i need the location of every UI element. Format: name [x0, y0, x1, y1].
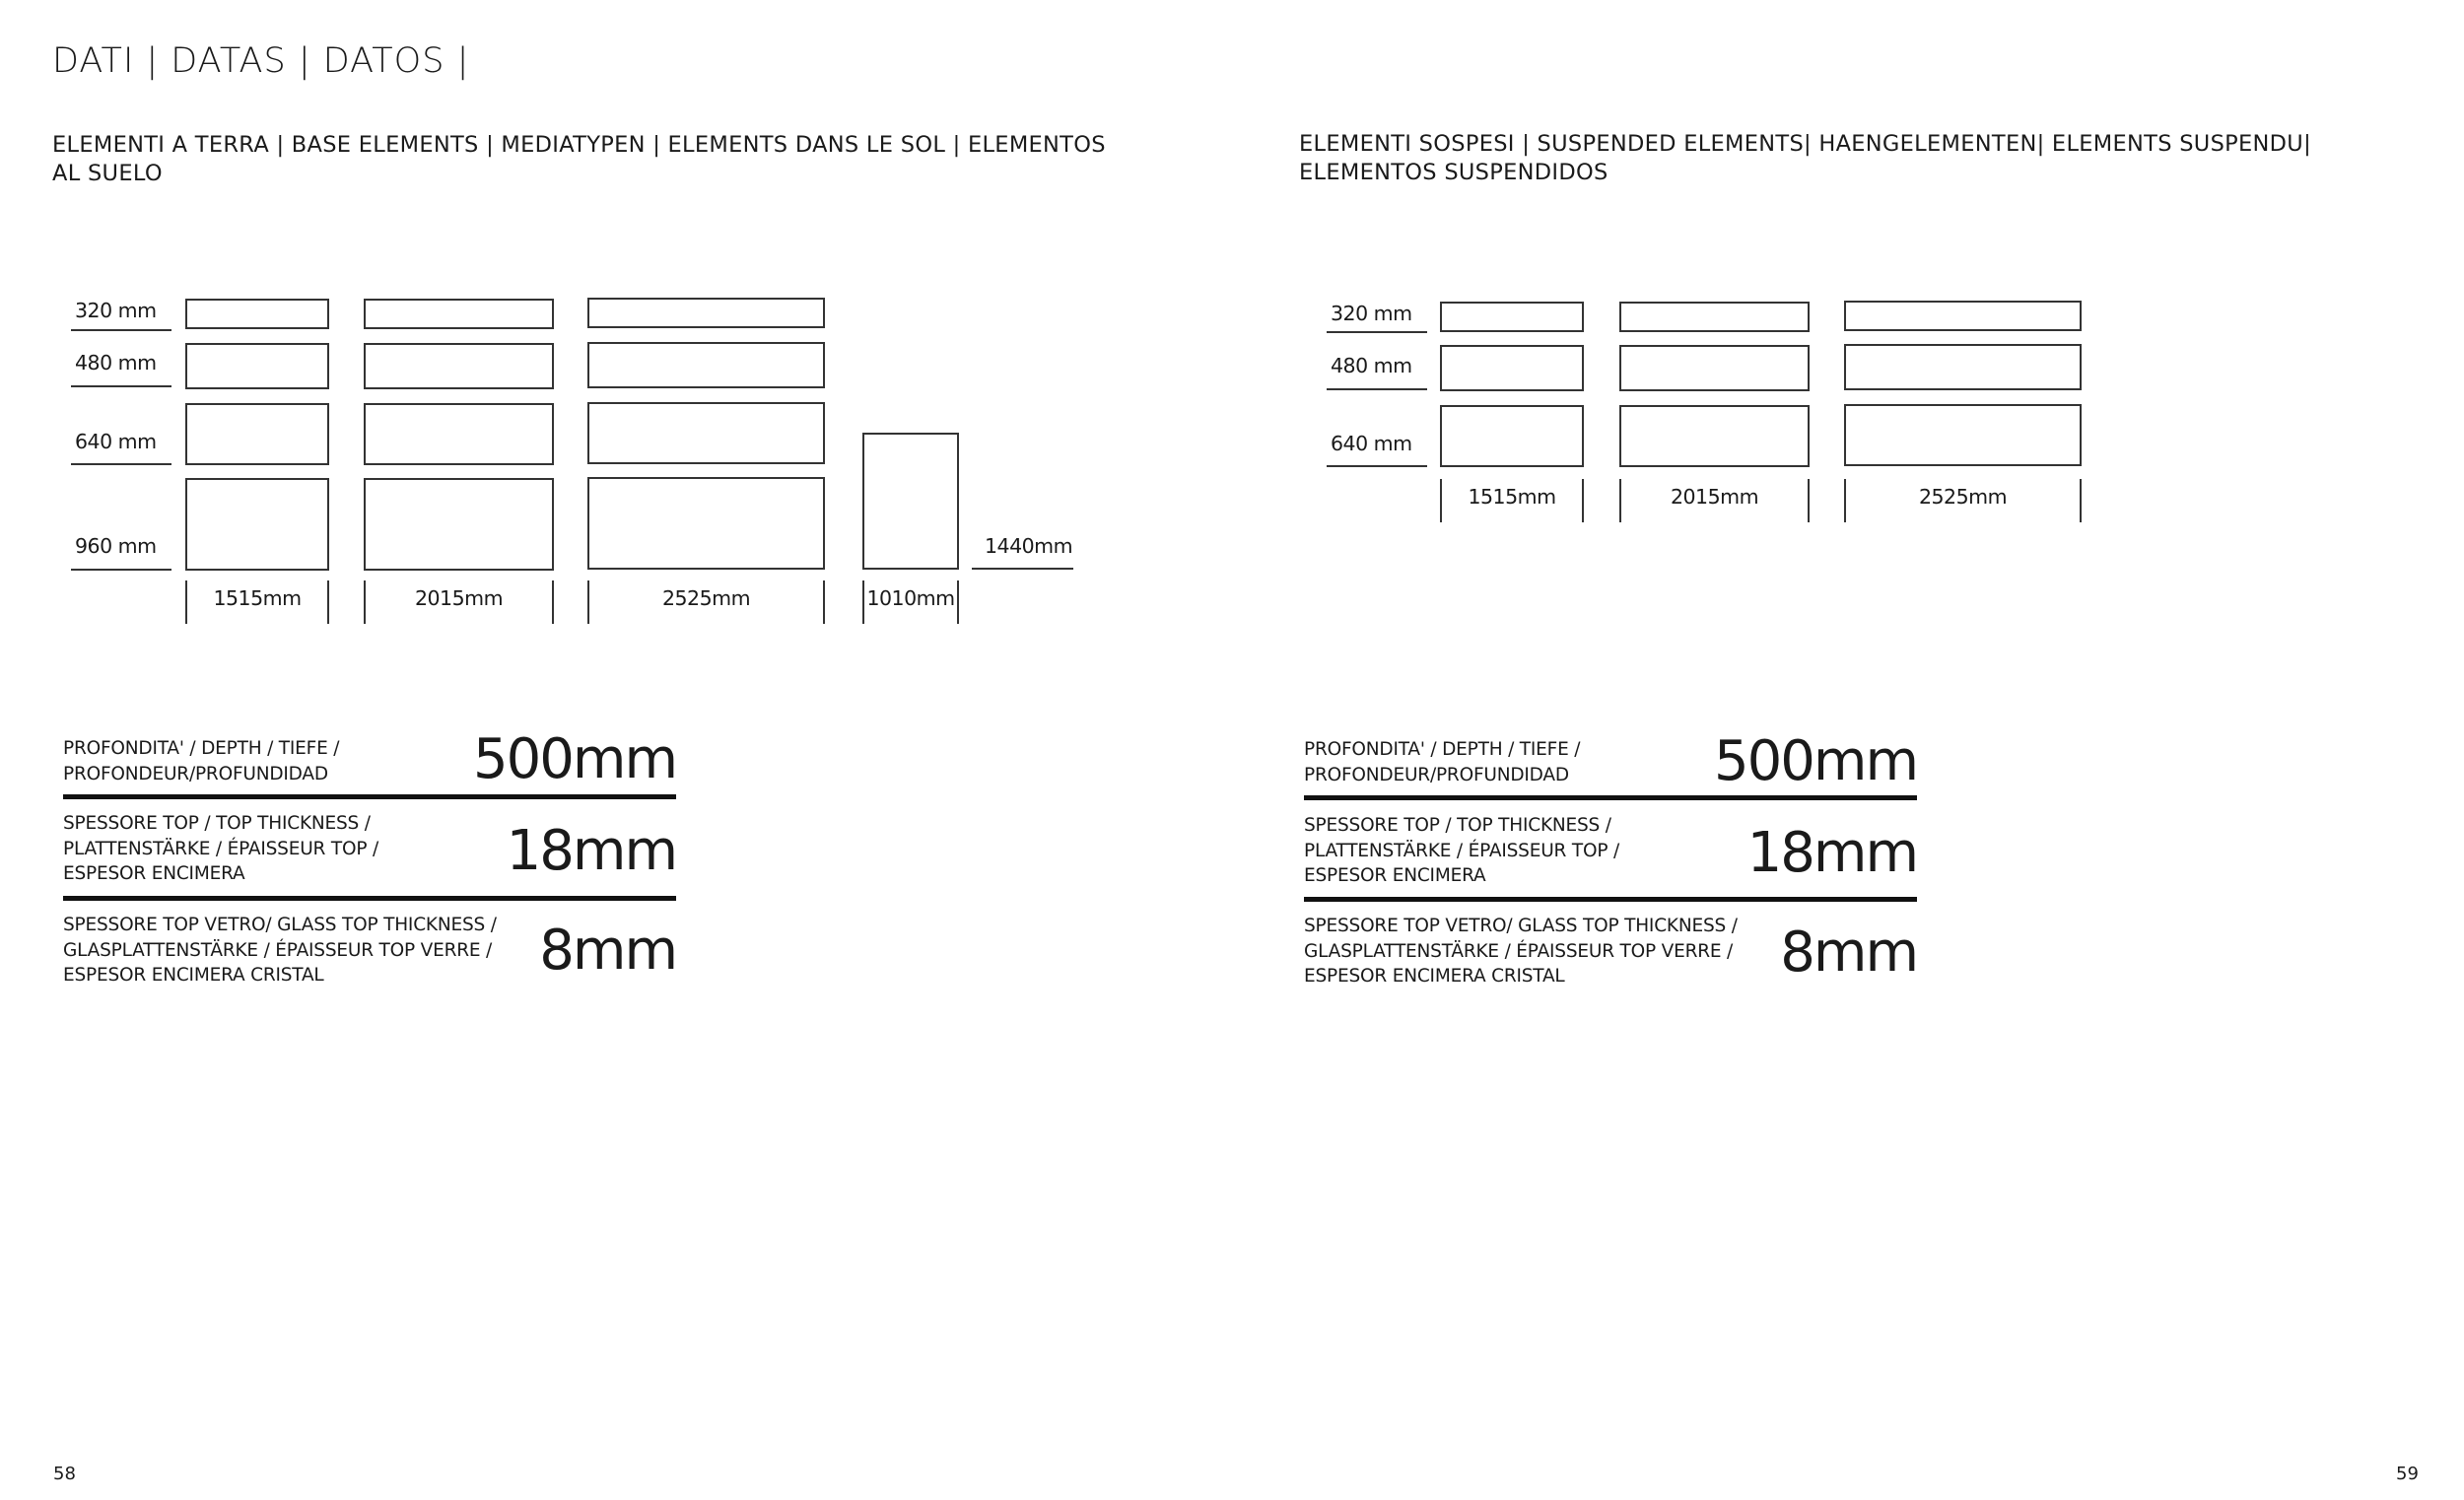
width-label-2015: 2015mm: [414, 586, 504, 610]
element-box: [1844, 301, 2082, 331]
element-box: [587, 402, 825, 464]
height-rule: [972, 568, 1073, 570]
height-label-480: 480 mm: [75, 351, 157, 375]
height-label-320: 320 mm: [1331, 302, 1412, 325]
spec-divider: [1304, 897, 1917, 902]
element-box: [1844, 344, 2082, 390]
spec-value-glass-thickness: 8mm: [1780, 920, 1917, 985]
width-label-2525: 2525mm: [1918, 485, 2008, 509]
element-box: [364, 403, 554, 465]
page-number-right: 59: [2396, 1464, 2419, 1484]
element-box: [185, 299, 329, 329]
height-rule: [1327, 388, 1427, 390]
tall-element-box: [862, 433, 959, 570]
element-box: [1844, 404, 2082, 466]
spec-value-glass-thickness: 8mm: [539, 919, 676, 983]
spec-value-top-thickness: 18mm: [1746, 821, 1917, 885]
spec-divider: [63, 794, 676, 799]
width-label-1515: 1515mm: [213, 586, 302, 610]
spec-label-depth: PROFONDITA' / DEPTH / TIEFE / PROFONDEUR/PROFUNDIDAD: [1304, 739, 1581, 785]
spec-label-top-thickness: SPESSORE TOP / TOP THICKNESS / PLATTENSTÄRKE / ÉPAISSEUR TOP / ESPESOR ENCIMERA: [63, 813, 378, 884]
spec-label-depth: PROFONDITA' / DEPTH / TIEFE / PROFONDEUR/PROFUNDIDAD: [63, 738, 340, 784]
spec-value-top-thickness: 18mm: [506, 819, 676, 883]
height-label-320: 320 mm: [75, 299, 157, 322]
height-rule: [71, 329, 171, 331]
spec-label-top-thickness: SPESSORE TOP / TOP THICKNESS / PLATTENSTÄRKE / ÉPAISSEUR TOP / ESPESOR ENCIMERA: [1304, 815, 1619, 886]
height-rule: [71, 385, 171, 387]
element-box: [364, 299, 554, 329]
height-label-480: 480 mm: [1331, 354, 1412, 377]
width-tick: [957, 580, 959, 624]
element-box: [1440, 405, 1584, 467]
spec-value-depth: 500mm: [1714, 729, 1917, 793]
element-box: [185, 478, 329, 571]
height-label-640: 640 mm: [75, 430, 157, 453]
page-number-left: 58: [53, 1464, 76, 1484]
spec-label-glass-thickness: SPESSORE TOP VETRO/ GLASS TOP THICKNESS / GLASPLATTENSTÄRKE / ÉPAISSEUR TOP VERRE / ESPESOR ENCIMERA CRISTAL: [63, 915, 497, 986]
height-rule: [1327, 465, 1427, 467]
spec-value-depth: 500mm: [473, 727, 676, 791]
element-box: [1440, 345, 1584, 391]
width-label-2525: 2525mm: [661, 586, 751, 610]
spec-divider: [63, 896, 676, 901]
element-box: [364, 478, 554, 571]
height-rule: [71, 569, 171, 571]
page-title: DATI | DATAS | DATOS |: [52, 41, 470, 81]
width-label-2015: 2015mm: [1670, 485, 1759, 509]
height-label-960: 960 mm: [75, 534, 157, 558]
element-box: [185, 343, 329, 389]
element-box: [1440, 302, 1584, 332]
width-label-1515: 1515mm: [1468, 485, 1556, 509]
element-box: [1619, 302, 1810, 332]
width-label-1010: 1010mm: [866, 586, 955, 610]
element-box: [185, 403, 329, 465]
height-label-640: 640 mm: [1331, 432, 1412, 455]
element-box: [587, 298, 825, 328]
element-box: [364, 343, 554, 389]
spec-divider: [1304, 795, 1917, 800]
height-rule: [1327, 331, 1427, 333]
element-box: [587, 342, 825, 388]
element-box: [587, 477, 825, 570]
height-rule: [71, 463, 171, 465]
element-box: [1619, 345, 1810, 391]
base-elements-heading: ELEMENTI A TERRA | BASE ELEMENTS | MEDIATYPEN | ELEMENTS DANS LE SOL | ELEMENTOS AL SUELO: [52, 132, 1106, 186]
suspended-elements-heading: ELEMENTI SOSPESI | SUSPENDED ELEMENTS| HAENGELEMENTEN| ELEMENTS SUSPENDU| ELEMENTOS SUSPENDIDOS: [1299, 131, 2311, 185]
tall-height-label: 1440mm: [985, 534, 1073, 558]
spec-label-glass-thickness: SPESSORE TOP VETRO/ GLASS TOP THICKNESS / GLASPLATTENSTÄRKE / ÉPAISSEUR TOP VERRE / ESPESOR ENCIMERA CRISTAL: [1304, 916, 1738, 987]
element-box: [1619, 405, 1810, 467]
